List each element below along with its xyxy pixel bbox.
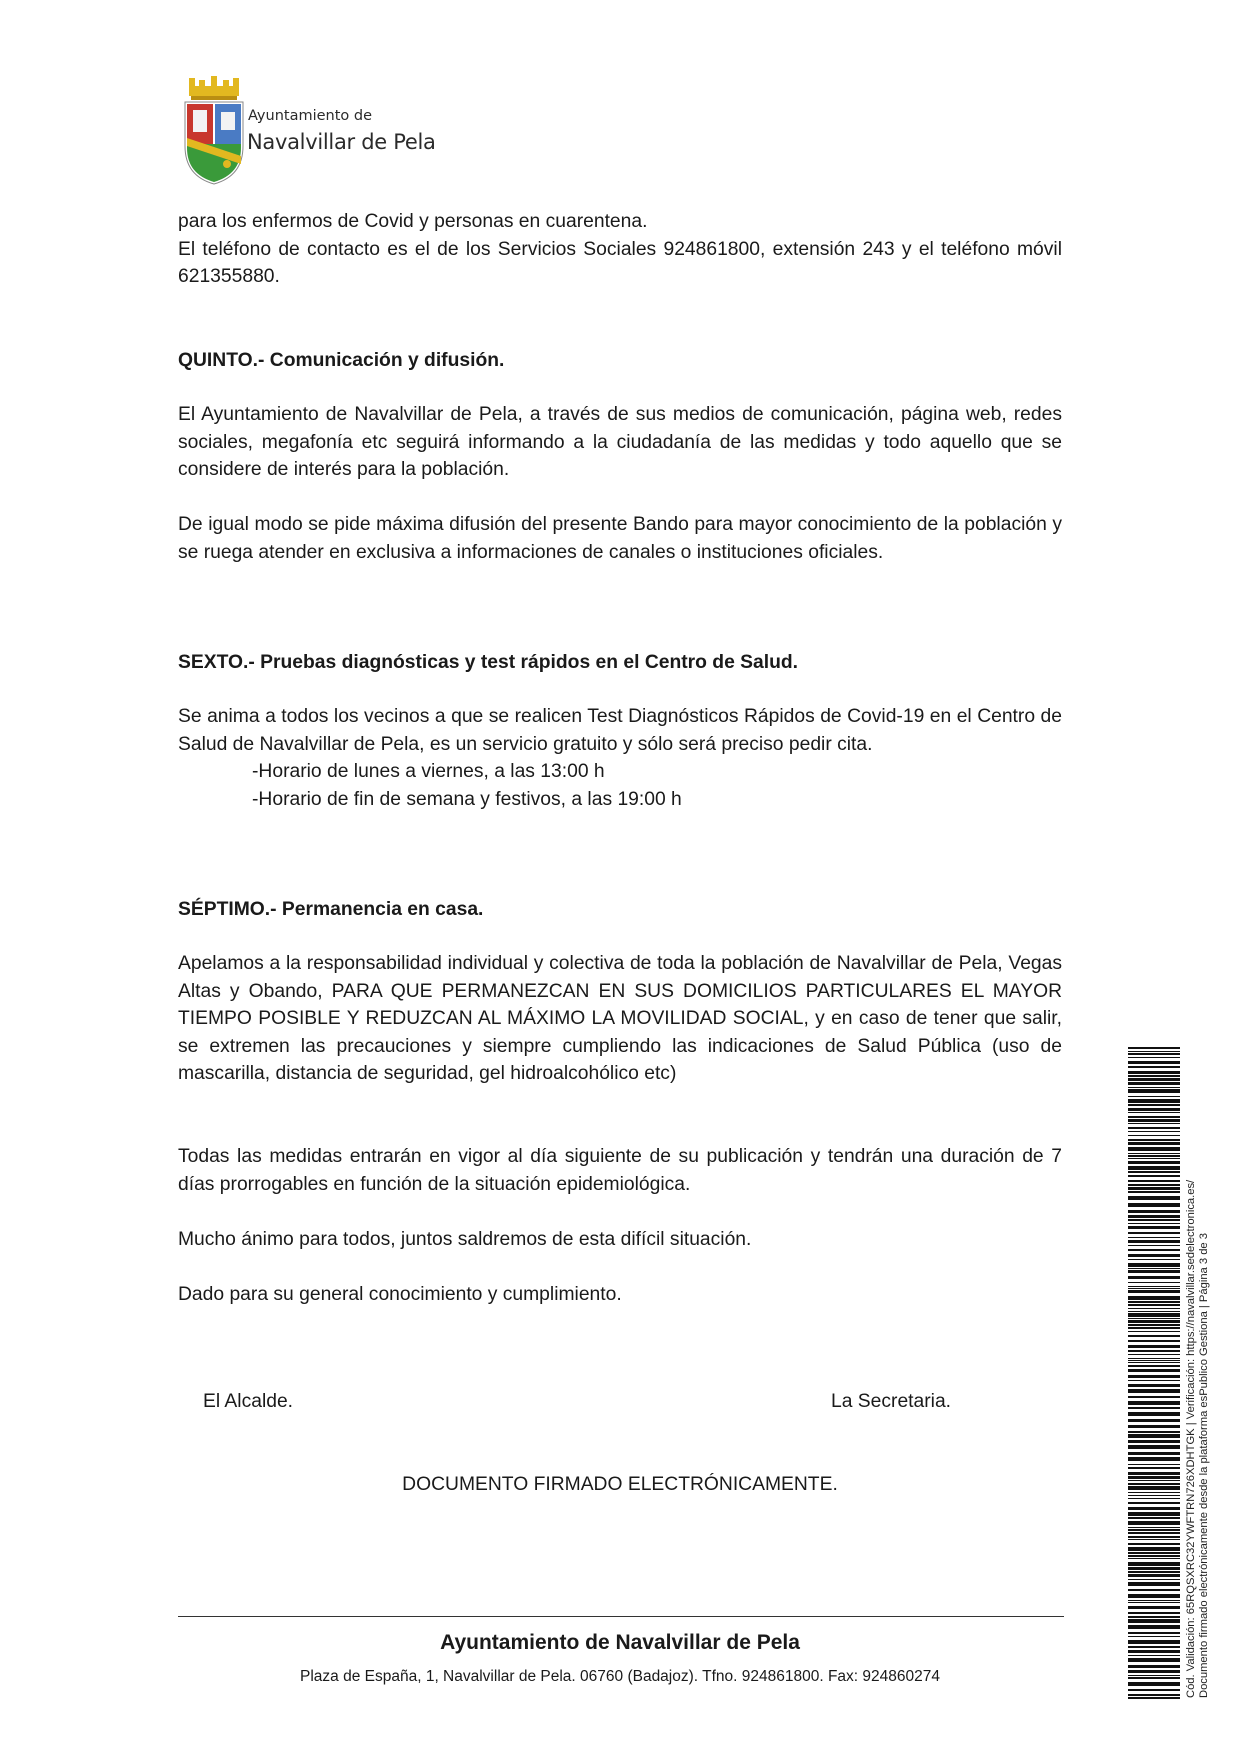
barcode-bar (1128, 1579, 1180, 1580)
septimo-p3-wrap (178, 1226, 1062, 1254)
validation-line-2: Documento firmado electrónicamente desde la plataforma esPublico Gestiona | Página 3 de 3 (1198, 1233, 1210, 1698)
barcode-bar (1128, 1517, 1180, 1519)
barcode-bar (1128, 1589, 1180, 1591)
barcode-bar (1128, 1268, 1180, 1269)
barcode-bar (1128, 1476, 1180, 1479)
barcode-bar (1128, 1066, 1180, 1068)
quinto-p1-wrap (178, 401, 1062, 484)
barcode-bar (1128, 1483, 1180, 1485)
barcode-bar (1128, 1543, 1180, 1545)
barcode-bar (1128, 1365, 1180, 1367)
septimo-paragraph-4: Dado para su general conocimiento y cumplimiento. (178, 1284, 622, 1305)
quinto-paragraph-2: De igual modo se pide máxima difusión del presente Bando para mayor conocimiento de la población y se ruega atender en exclusiva a informaciones de canales o instituciones oficiales. (178, 514, 1062, 563)
barcode-bar (1128, 1539, 1180, 1540)
barcode-bar (1128, 1689, 1180, 1691)
barcode-bar (1128, 1571, 1180, 1573)
barcode-bar (1128, 1175, 1180, 1177)
barcode-bar (1128, 1215, 1180, 1218)
barcode-bar (1128, 1131, 1180, 1132)
barcode-bar (1128, 1619, 1180, 1623)
barcode-bar (1128, 1191, 1180, 1193)
septimo-heading: SÉPTIMO.- Permanencia en casa. (178, 899, 484, 920)
quinto-paragraph-1: El Ayuntamiento de Navalvillar de Pela, a través de sus medios de comunicación, página web, redes sociales, megafonía etc seguirá informando a la ciudadanía de las medidas y todo aquello que se considere de interés para la población. (178, 404, 1062, 481)
barcode-bar (1128, 1053, 1180, 1055)
barcode-bar (1128, 1606, 1180, 1609)
barcode-bar (1128, 1345, 1180, 1348)
validation-line-1: Cód. Validación: 65RQSXRC32YWFTRN726XDHTGK | Verificación: https://navalvillar.sedelectronica.es/ (1185, 1179, 1197, 1698)
barcode-bar (1128, 1658, 1180, 1662)
barcode-bar (1128, 1320, 1180, 1323)
barcode-bar (1128, 1507, 1180, 1510)
barcode-bar (1128, 1335, 1180, 1337)
barcode-bar (1128, 1425, 1180, 1428)
barcode-bar (1128, 1245, 1180, 1246)
barcode-bar (1128, 1646, 1180, 1648)
validation-barcode-icon (1128, 1047, 1180, 1699)
barcode-bar (1128, 1498, 1180, 1499)
barcode-bar (1128, 1375, 1180, 1378)
barcode-bar (1128, 1480, 1180, 1481)
sexto-section (178, 649, 1062, 677)
barcode-bar (1128, 1331, 1180, 1332)
barcode-bar (1128, 1360, 1180, 1361)
barcode-bar (1128, 1166, 1180, 1170)
septimo-paragraph-1: Apelamos a la responsabilidad individual y colectiva de toda la población de Navalvillar de Pela, Vegas Altas y Obando, PARA QUE PERMANEZCAN EN SUS DOMICILIOS PARTICULARES EL MAYOR TIEMPO POSIBLE Y REDUZCAN AL MÁXIMO LA MOVILIDAD SOCIAL, y en caso de tener que salir, se extremen las precauciones y siempre cumpliendo las indicaciones de Salud Pública (uso de mascarilla, distancia de seguridad, gel hidroalcohólico etc) (178, 953, 1062, 1085)
barcode-bar (1128, 1602, 1180, 1603)
barcode-bar (1128, 1616, 1180, 1618)
barcode-bar (1128, 1502, 1180, 1504)
barcode-bar (1128, 1116, 1180, 1118)
barcode-bar (1128, 1419, 1180, 1422)
barcode-bar (1128, 1495, 1180, 1496)
footer-address: Plaza de España, 1, Navalvillar de Pela. 06760 (Badajoz). Tfno. 924861800. Fax: 924860274 (300, 1668, 940, 1685)
barcode-bar (1128, 1380, 1180, 1381)
barcode-bar (1128, 1555, 1180, 1557)
validation-text (1185, 1108, 1211, 1698)
sexto-schedule-item-2: -Horario de fin de semana y festivos, a las 19:00 h (252, 788, 682, 810)
barcode-bar (1128, 1047, 1180, 1049)
barcode-bar (1128, 1486, 1180, 1490)
barcode-bar (1128, 1196, 1180, 1200)
barcode-bar (1128, 1472, 1180, 1475)
intro-paragraph: El teléfono de contacto es el de los Servicios Sociales 924861800, extensión 243 y el teléfono móvil 621355880. (178, 238, 1062, 288)
barcode-bar (1128, 1276, 1180, 1279)
barcode-bar (1128, 1697, 1180, 1699)
barcode-bar (1128, 1512, 1180, 1516)
sexto-schedule-item-1: -Horario de lunes a viernes, a las 13:00 h (252, 761, 605, 783)
barcode-bar (1128, 1547, 1180, 1551)
barcode-bar (1128, 1237, 1180, 1238)
barcode-bar (1128, 1104, 1180, 1106)
barcode-bar (1128, 1655, 1180, 1656)
barcode-bar (1128, 1682, 1180, 1686)
barcode-bar (1128, 1155, 1180, 1157)
barcode-bar (1128, 1389, 1180, 1393)
barcode-bar (1128, 1263, 1180, 1267)
barcode-bar (1128, 1290, 1180, 1293)
barcode-bar (1128, 1632, 1180, 1634)
barcode-bar (1128, 1594, 1180, 1598)
barcode-bar (1128, 1574, 1180, 1577)
barcode-bar (1128, 1270, 1180, 1273)
barcode-bar (1128, 1158, 1180, 1159)
barcode-bar (1128, 1324, 1180, 1326)
barcode-bar (1128, 1296, 1180, 1300)
barcode-bar (1128, 1358, 1180, 1359)
barcode-bar (1128, 1142, 1180, 1145)
barcode-bar (1128, 1123, 1180, 1124)
footer-divider (178, 1616, 1064, 1617)
barcode-bar (1128, 1362, 1180, 1363)
barcode-bar (1128, 1675, 1180, 1676)
barcode-bar (1128, 1171, 1180, 1173)
barcode-bar (1128, 1187, 1180, 1190)
barcode-bar (1128, 1431, 1180, 1433)
sexto-p1-wrap (178, 703, 1062, 813)
barcode-bar (1128, 1536, 1180, 1538)
barcode-bar (1128, 1529, 1180, 1531)
barcode-bar (1128, 1369, 1180, 1372)
septimo-p1-wrap (178, 950, 1062, 1088)
quinto-p2-wrap (178, 511, 1062, 566)
barcode-bar (1128, 1096, 1180, 1097)
barcode-bar (1128, 1600, 1180, 1601)
barcode-bar (1128, 1311, 1180, 1312)
barcode-bar (1128, 1099, 1180, 1103)
barcode-bar (1128, 1139, 1180, 1141)
barcode-bar (1128, 1340, 1180, 1342)
barcode-bar (1128, 1640, 1180, 1644)
quinto-section (178, 347, 1062, 375)
barcode-bar (1128, 1135, 1180, 1136)
barcode-bar (1128, 1127, 1180, 1129)
barcode-bar (1128, 1313, 1180, 1317)
barcode-bar (1128, 1650, 1180, 1653)
barcode-bar (1128, 1440, 1180, 1443)
barcode-bar (1128, 1153, 1180, 1154)
barcode-bar (1128, 1301, 1180, 1303)
barcode-bar (1128, 1184, 1180, 1186)
barcode-bar (1128, 1492, 1180, 1493)
barcode-bar (1128, 1384, 1180, 1387)
signature-mayor: El Alcalde. (203, 1391, 294, 1412)
barcode-bar (1128, 1232, 1180, 1234)
barcode-bar (1128, 1161, 1180, 1164)
barcode-bar (1128, 1625, 1180, 1629)
sexto-heading: SEXTO.- Pruebas diagnósticas y test rápidos en el Centro de Salud. (178, 652, 799, 673)
barcode-bar (1128, 1219, 1180, 1221)
barcode-bar (1128, 1407, 1180, 1409)
barcode-bar (1128, 1075, 1180, 1077)
barcode-bar (1128, 1286, 1180, 1287)
barcode-bar (1128, 1327, 1180, 1329)
logo-line-2: Navalvillar de Pela (247, 130, 436, 154)
barcode-bar (1128, 1061, 1180, 1064)
barcode-bar (1128, 1562, 1180, 1566)
barcode-bar (1128, 1445, 1180, 1449)
barcode-bar (1128, 1452, 1180, 1455)
septimo-p4-wrap (178, 1281, 1062, 1309)
barcode-bar (1128, 1226, 1180, 1229)
intro-line: para los enfermos de Covid y personas en cuarentena. (178, 211, 648, 232)
sexto-paragraph-1: Se anima a todos los vecinos a que se realicen Test Diagnósticos Rápidos de Covid-19 en el Centro de Salud de Navalvillar de Pela, es un servicio gratuito y sólo será preciso pedir cita. (178, 706, 1062, 755)
barcode-bar (1128, 1350, 1180, 1352)
barcode-bar (1128, 1304, 1180, 1306)
barcode-bar (1128, 1147, 1180, 1151)
barcode-bar (1128, 1401, 1180, 1405)
barcode-bar (1128, 1694, 1180, 1696)
signature-secretary: La Secretaria. (831, 1391, 952, 1412)
barcode-bar (1128, 1240, 1180, 1243)
barcode-bar (1128, 1308, 1180, 1309)
barcode-bar (1128, 1259, 1180, 1260)
barcode-bar (1128, 1457, 1180, 1461)
barcode-bar (1128, 1612, 1180, 1614)
barcode-bar (1128, 1108, 1180, 1111)
barcode-bar (1128, 1203, 1180, 1207)
barcode-bar (1128, 1288, 1180, 1289)
septimo-p2-wrap (178, 1143, 1062, 1198)
barcode-bar (1128, 1089, 1180, 1093)
barcode-bar (1128, 1670, 1180, 1673)
septimo-paragraph-2: Todas las medidas entrarán en vigor al día siguiente de su publicación y tendrán una duración de 7 días prorrogables en función de la situación epidemiológica. (178, 1146, 1062, 1195)
barcode-bar (1128, 1567, 1180, 1570)
logo-line-1: Ayuntamiento de (248, 108, 373, 124)
barcode-bar (1128, 1087, 1180, 1088)
barcode-bar (1128, 1180, 1180, 1182)
barcode-bar (1128, 1467, 1180, 1469)
barcode-bar (1128, 1412, 1180, 1416)
barcode-bar (1128, 1665, 1180, 1668)
barcode-bar (1128, 1082, 1180, 1085)
barcode-bar (1128, 1464, 1180, 1465)
quinto-heading: QUINTO.- Comunicación y difusión. (178, 350, 505, 371)
barcode-bar (1128, 1677, 1180, 1679)
barcode-bar (1128, 1527, 1180, 1528)
barcode-bar (1128, 1078, 1180, 1081)
barcode-bar (1128, 1254, 1180, 1257)
barcode-bar (1128, 1558, 1180, 1559)
septimo-section (178, 896, 1062, 924)
barcode-bar (1128, 1552, 1180, 1554)
intro-section (178, 208, 1062, 291)
barcode-bar (1128, 1396, 1180, 1398)
barcode-bar (1128, 1582, 1180, 1586)
barcode-bar (1128, 1636, 1180, 1637)
barcode-bar (1128, 1318, 1180, 1319)
barcode-bar (1128, 1119, 1180, 1122)
barcode-bar (1128, 1434, 1180, 1438)
barcode-bar (1128, 1282, 1180, 1283)
electronically-signed-notice: DOCUMENTO FIRMADO ELECTRÓNICAMENTE. (402, 1474, 838, 1495)
barcode-bar (1128, 1354, 1180, 1355)
barcode-bar (1128, 1071, 1180, 1074)
footer-title: Ayuntamiento de Navalvillar de Pela (440, 1631, 800, 1654)
shield-icon (185, 102, 243, 184)
barcode-bar (1128, 1057, 1180, 1058)
barcode-bar (1128, 1223, 1180, 1224)
barcode-bar (1128, 1051, 1180, 1052)
barcode-bar (1128, 1521, 1180, 1525)
barcode-bar (1128, 1210, 1180, 1213)
barcode-bar (1128, 1532, 1180, 1534)
septimo-paragraph-3: Mucho ánimo para todos, juntos saldremos de esta difícil situación. (178, 1229, 752, 1250)
barcode-bar (1128, 1112, 1180, 1113)
barcode-bar (1128, 1249, 1180, 1251)
